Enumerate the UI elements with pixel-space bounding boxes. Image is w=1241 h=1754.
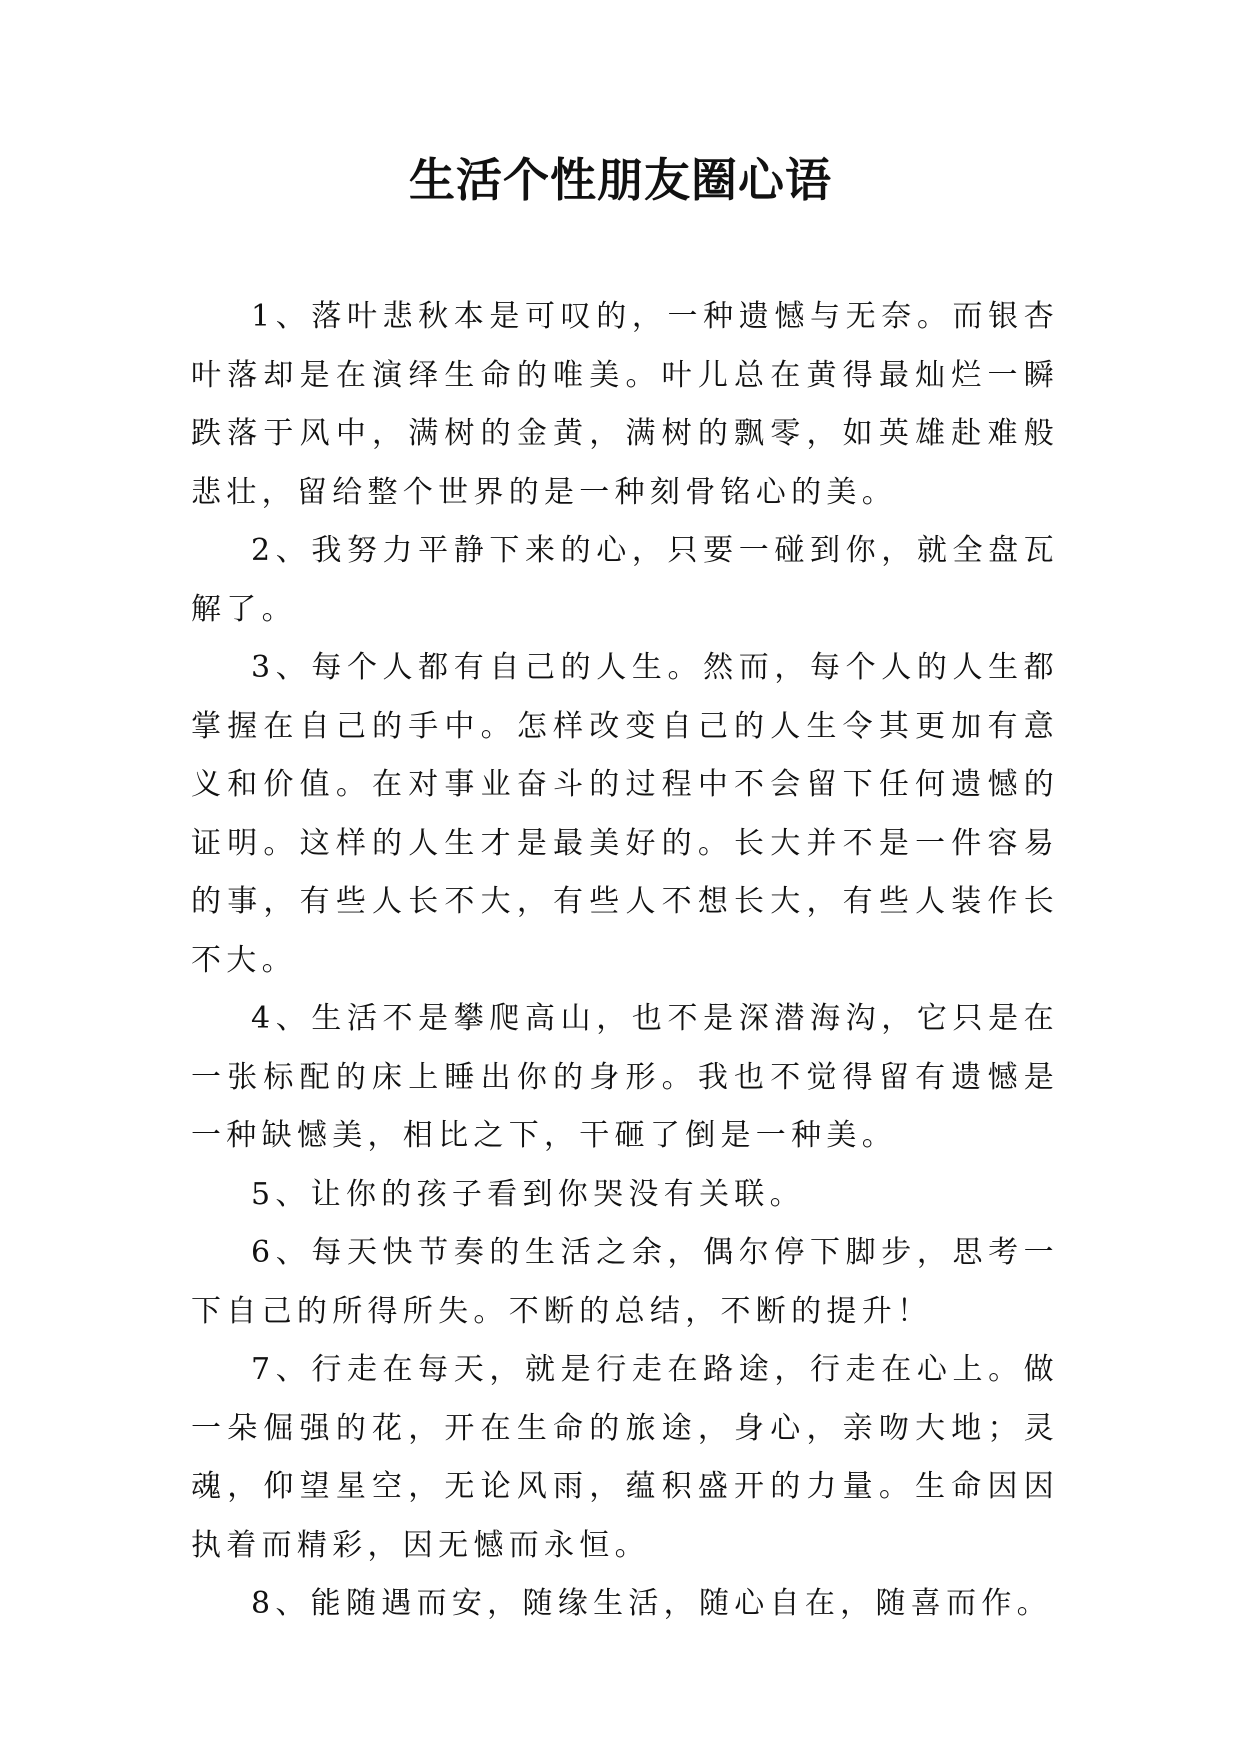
- document-title: 生活个性朋友圈心语: [409, 153, 832, 207]
- paragraph-8: 8、能随遇而安，随缘生活，随心自在，随喜而作。: [251, 1586, 1052, 1621]
- document-body: [191, 288, 1059, 1634]
- paragraph-7: 7、行走在每天，就是行走在路途，行走在心上。做一朵倔强的花，开在生命的旅途，身心，亲吻大地；灵魂，仰望星空，无论风雨，蕴积盛开的力量。生命因因执着而精彩，因无憾而永恒。: [191, 1352, 1059, 1563]
- paragraph-3: 3、每个人都有自己的人生。然而，每个人的人生都掌握在自己的手中。怎样改变自己的人生令其更加有意义和价值。在对事业奋斗的过程中不会留下任何遗憾的证明。这样的人生才是最美好的。长大并不是一件容易的事，有些人长不大，有些人不想长大，有些人装作长不大。: [191, 650, 1059, 978]
- paragraph-6: 6、每天快节奏的生活之余，偶尔停下脚步，思考一下自己的所得所失。不断的总结，不断的提升！: [191, 1235, 1059, 1329]
- paragraph-1: 1、落叶悲秋本是可叹的，一种遗憾与无奈。而银杏叶落却是在演绎生命的唯美。叶儿总在黄得最灿烂一瞬跌落于风中，满树的金黄，满树的飘零，如英雄赴难般悲壮，留给整个世界的是一种刻骨铭心的美。: [191, 299, 1059, 510]
- paragraph-2: 2、我努力平静下来的心，只要一碰到你，就全盘瓦解了。: [191, 533, 1059, 627]
- paragraph-5: 5、让你的孩子看到你哭没有关联。: [251, 1176, 805, 1212]
- paragraph-4: 4、生活不是攀爬高山，也不是深潜海沟，它只是在一张标配的床上睡出你的身形。我也不觉得留有遗憾是一种缺憾美，相比之下，干砸了倒是一种美。: [191, 1001, 1059, 1153]
